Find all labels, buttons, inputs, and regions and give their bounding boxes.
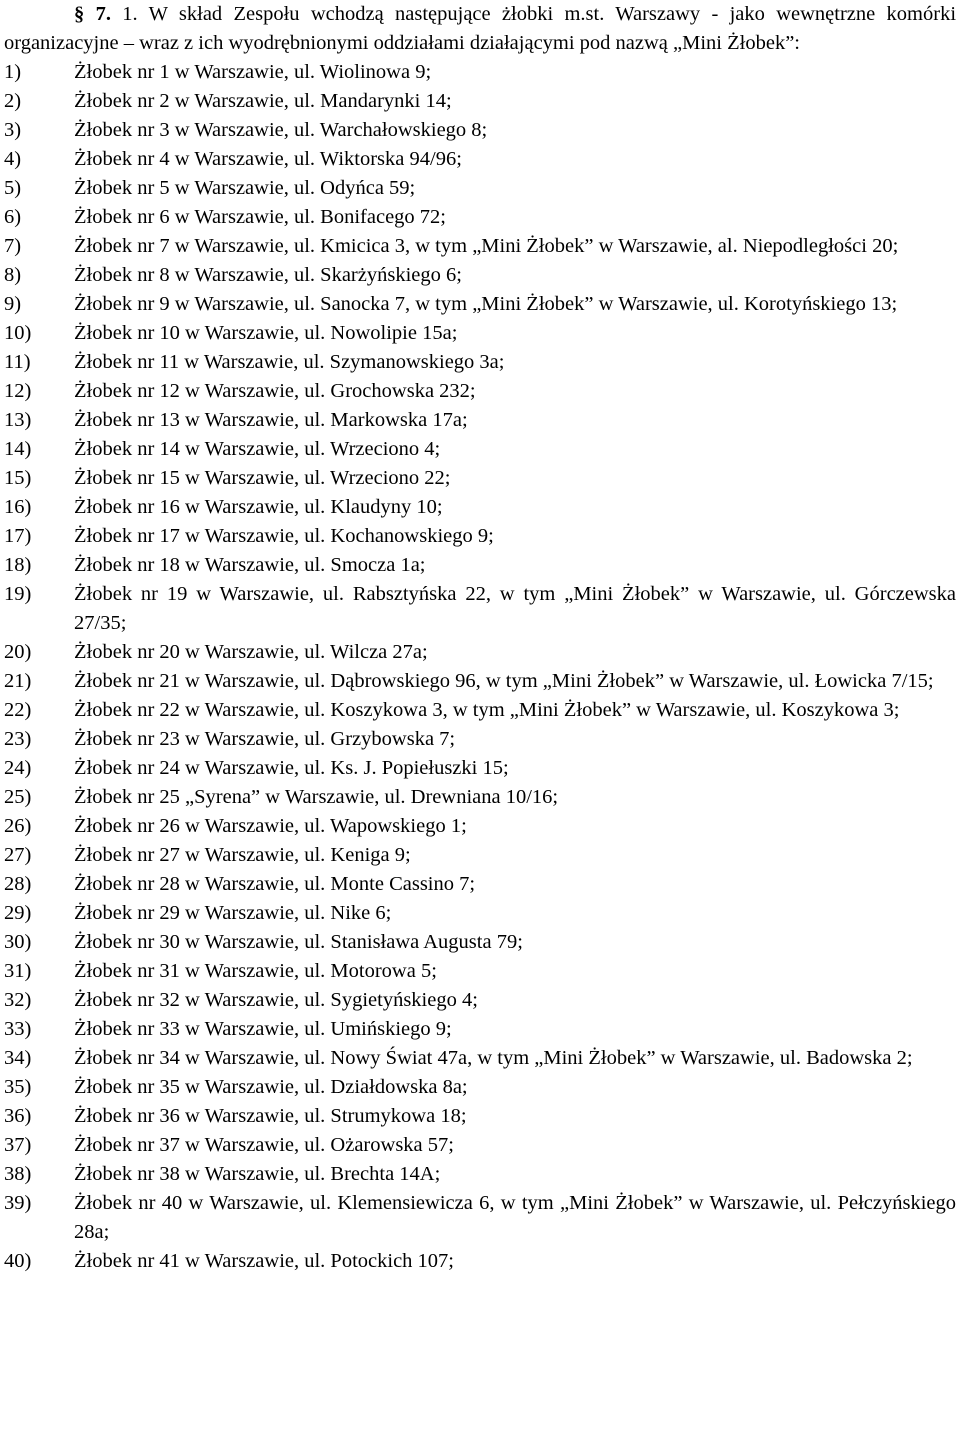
list-item-text: Żłobek nr 9 w Warszawie, ul. Sanocka 7, w tym „Mini Żłobek” w Warszawie, ul. Korotyńskiego 13; (74, 293, 898, 315)
list-item-text: Żłobek nr 32 w Warszawie, ul. Sygietyńskiego 4; (74, 989, 478, 1011)
list-item-number: 26) (4, 815, 32, 837)
list-item-text: Żłobek nr 20 w Warszawie, ul. Wilcza 27a; (74, 641, 428, 663)
section-intro (4, 0, 956, 58)
list-item-text: Żłobek nr 5 w Warszawie, ul. Odyńca 59; (74, 177, 416, 199)
list-item-text: Żłobek nr 12 w Warszawie, ul. Grochowska 232; (74, 380, 476, 402)
list-item (4, 696, 956, 725)
list-item-number: 2) (4, 90, 22, 112)
list-item-number: 28) (4, 873, 32, 895)
list-item-text: Żłobek nr 21 w Warszawie, ul. Dąbrowskiego 96, w tym „Mini Żłobek” w Warszawie, ul. Łowicka 7/15; (74, 670, 934, 692)
list-item (4, 464, 956, 493)
list-item (4, 348, 956, 377)
list-item-number: 15) (4, 467, 32, 489)
list-item-text: Żłobek nr 4 w Warszawie, ul. Wiktorska 94/96; (74, 148, 462, 170)
list-item-number: 17) (4, 525, 32, 547)
list-item (4, 1247, 956, 1276)
list-item-number: 18) (4, 554, 32, 576)
section-intro-text: 1. W skład Zespołu wchodzą następujące żłobki m.st. Warszawy - jako wewnętrzne komórki organizacyjne – wraz z ich wyodrębnionymi oddziałami działającymi pod nazwą „Mini Żłobek”: (4, 3, 957, 54)
list-item-text: Żłobek nr 19 w Warszawie, ul. Rabsztyńska 22, w tym „Mini Żłobek” w Warszawie, ul. Górczewska 27/35; (74, 583, 956, 634)
list-item (4, 986, 956, 1015)
list-item-text: Żłobek nr 25 „Syrena” w Warszawie, ul. Drewniana 10/16; (74, 786, 559, 808)
list-item-text: Żłobek nr 28 w Warszawie, ul. Monte Cassino 7; (74, 873, 476, 895)
list-item-number: 11) (4, 351, 31, 373)
list-item-text: Żłobek nr 35 w Warszawie, ul. Działdowska 8a; (74, 1076, 468, 1098)
list-item (4, 725, 956, 754)
list-item-number: 1) (4, 61, 22, 83)
list-item-number: 37) (4, 1134, 32, 1156)
list-item (4, 493, 956, 522)
list-item-number: 40) (4, 1250, 32, 1272)
list-item (4, 957, 956, 986)
list-item (4, 1160, 956, 1189)
section-mark: § 7. (74, 3, 111, 25)
list-item (4, 319, 956, 348)
list-item (4, 754, 956, 783)
document-page (4, 0, 956, 1276)
list-item (4, 58, 956, 87)
list-item-text: Żłobek nr 10 w Warszawie, ul. Nowolipie 15a; (74, 322, 458, 344)
list-item-text: Żłobek nr 22 w Warszawie, ul. Koszykowa 3, w tym „Mini Żłobek” w Warszawie, ul. Koszykowa 3; (74, 699, 900, 721)
list-item-text: Żłobek nr 3 w Warszawie, ul. Warchałowskiego 8; (74, 119, 488, 141)
list-item-number: 31) (4, 960, 32, 982)
list-item (4, 406, 956, 435)
list-item-text: Żłobek nr 6 w Warszawie, ul. Bonifacego 72; (74, 206, 446, 228)
list-item (4, 1044, 956, 1073)
list-item (4, 145, 956, 174)
list-item (4, 290, 956, 319)
list-item-number: 9) (4, 293, 22, 315)
list-item-text: Żłobek nr 33 w Warszawie, ul. Umińskiego 9; (74, 1018, 452, 1040)
list-item-number: 12) (4, 380, 32, 402)
list-item (4, 116, 956, 145)
list-item-number: 13) (4, 409, 32, 431)
list-item-number: 33) (4, 1018, 32, 1040)
nursery-list (4, 58, 956, 1276)
list-item-text: Żłobek nr 17 w Warszawie, ul. Kochanowskiego 9; (74, 525, 494, 547)
list-item-text: Żłobek nr 18 w Warszawie, ul. Smocza 1a; (74, 554, 426, 576)
list-item-text: Żłobek nr 36 w Warszawie, ul. Strumykowa 18; (74, 1105, 467, 1127)
list-item-text: Żłobek nr 8 w Warszawie, ul. Skarżyńskiego 6; (74, 264, 462, 286)
list-item-number: 23) (4, 728, 32, 750)
list-item-text: Żłobek nr 15 w Warszawie, ul. Wrzeciono 22; (74, 467, 451, 489)
list-item-text: Żłobek nr 24 w Warszawie, ul. Ks. J. Popiełuszki 15; (74, 757, 509, 779)
list-item (4, 551, 956, 580)
list-item-number: 30) (4, 931, 32, 953)
list-item-text: Żłobek nr 29 w Warszawie, ul. Nike 6; (74, 902, 392, 924)
list-item-number: 3) (4, 119, 22, 141)
list-item (4, 870, 956, 899)
list-item-text: Żłobek nr 7 w Warszawie, ul. Kmicica 3, w tym „Mini Żłobek” w Warszawie, al. Niepodległości 20; (74, 235, 899, 257)
list-item-text: Żłobek nr 41 w Warszawie, ul. Potockich 107; (74, 1250, 454, 1272)
list-item-text: Żłobek nr 13 w Warszawie, ul. Markowska 17a; (74, 409, 468, 431)
list-item-number: 34) (4, 1047, 32, 1069)
list-item (4, 580, 956, 638)
list-item-text: Żłobek nr 34 w Warszawie, ul. Nowy Świat 47a, w tym „Mini Żłobek” w Warszawie, ul. Badowska 2; (74, 1047, 913, 1069)
list-item (4, 377, 956, 406)
list-item-number: 16) (4, 496, 32, 518)
list-item-number: 19) (4, 583, 32, 605)
list-item (4, 1073, 956, 1102)
list-item-number: 32) (4, 989, 32, 1011)
list-item (4, 522, 956, 551)
list-item-text: Żłobek nr 2 w Warszawie, ul. Mandarynki 14; (74, 90, 452, 112)
list-item-number: 38) (4, 1163, 32, 1185)
list-item-number: 10) (4, 322, 32, 344)
list-item (4, 783, 956, 812)
list-item (4, 899, 956, 928)
list-item-number: 8) (4, 264, 22, 286)
list-item-number: 22) (4, 699, 32, 721)
list-item-text: Żłobek nr 1 w Warszawie, ul. Wiolinowa 9; (74, 61, 432, 83)
list-item-number: 35) (4, 1076, 32, 1098)
list-item-text: Żłobek nr 16 w Warszawie, ul. Klaudyny 10; (74, 496, 443, 518)
list-item-number: 14) (4, 438, 32, 460)
list-item-number: 27) (4, 844, 32, 866)
list-item-text: Żłobek nr 27 w Warszawie, ul. Keniga 9; (74, 844, 411, 866)
list-item (4, 1131, 956, 1160)
list-item (4, 1102, 956, 1131)
list-item (4, 87, 956, 116)
list-item-text: Żłobek nr 40 w Warszawie, ul. Klemensiewicza 6, w tym „Mini Żłobek” w Warszawie, ul. Pełczyńskiego 28a; (74, 1192, 956, 1243)
list-item (4, 638, 956, 667)
list-item-number: 24) (4, 757, 32, 779)
list-item-number: 29) (4, 902, 32, 924)
list-item-number: 21) (4, 670, 32, 692)
list-item-text: Żłobek nr 23 w Warszawie, ul. Grzybowska 7; (74, 728, 456, 750)
list-item (4, 174, 956, 203)
list-item-text: Żłobek nr 11 w Warszawie, ul. Szymanowskiego 3a; (74, 351, 505, 373)
list-item-text: Żłobek nr 14 w Warszawie, ul. Wrzeciono 4; (74, 438, 441, 460)
list-item-number: 6) (4, 206, 22, 228)
list-item-number: 7) (4, 235, 22, 257)
list-item-text: Żłobek nr 38 w Warszawie, ul. Brechta 14A; (74, 1163, 441, 1185)
list-item-text: Żłobek nr 30 w Warszawie, ul. Stanisława Augusta 79; (74, 931, 523, 953)
list-item (4, 1015, 956, 1044)
list-item (4, 841, 956, 870)
list-item (4, 812, 956, 841)
list-item (4, 232, 956, 261)
list-item-text: Żłobek nr 31 w Warszawie, ul. Motorowa 5; (74, 960, 437, 982)
list-item-number: 39) (4, 1192, 32, 1214)
list-item-text: Żłobek nr 37 w Warszawie, ul. Ożarowska 57; (74, 1134, 454, 1156)
list-item (4, 261, 956, 290)
list-item (4, 203, 956, 232)
list-item (4, 928, 956, 957)
list-item-number: 4) (4, 148, 22, 170)
list-item-text: Żłobek nr 26 w Warszawie, ul. Wapowskiego 1; (74, 815, 467, 837)
list-item (4, 1189, 956, 1247)
list-item-number: 20) (4, 641, 32, 663)
list-item-number: 36) (4, 1105, 32, 1127)
list-item (4, 667, 956, 696)
list-item-number: 5) (4, 177, 22, 199)
list-item-number: 25) (4, 786, 32, 808)
list-item (4, 435, 956, 464)
